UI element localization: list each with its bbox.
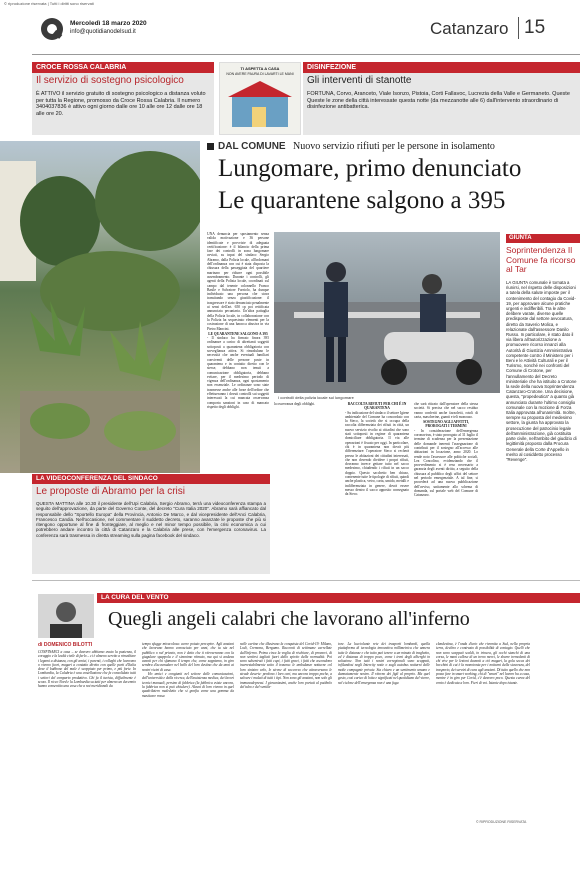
opinion-rule xyxy=(32,580,580,581)
police-photo xyxy=(274,232,500,393)
garden-photo-illustration xyxy=(0,141,200,473)
opinion-column-2 xyxy=(142,642,234,818)
kicker-square-icon xyxy=(207,143,214,150)
subhead-quarantene: LE QUARANTENE SALGONO A 395 xyxy=(208,331,268,336)
article-col1b-text: - Il sindaco ha firmato finora 395 ordinanze a carico di altrettanti soggetti sottoposti a quarantena obbligatoria con sorveglianza attiva. Si rimodulano le necessità che anche eventuali familiari conviventi delle persone poste in quarantena e in contatto diretto con le stesse, debbano non tenuti a comunicazione obbligatoria, debbano evitare, per il medesimo periodo di vigenza dell'ordinanza, ogni spostamento non essenziale. Le ordinanze sono state trasmesse anche alle forze dell'ordine che effettueranno i dovuti controlli sui soggetti interessati la cui mancata osservanza comporta sanzioni in caso di mancato rispetto degli obblighi. xyxy=(207,336,269,409)
croce-rossa-box xyxy=(32,62,214,135)
article-col1-text: UNA denuncia per spostamento senza valida motivazione e 36 persone identificate e provviste di adeguata certificazione: è il bilancio della prima fase dei controlli in zona lungomare avviati, su input del sindaco Sergio Abramo, dalla Polizia locale, all'indomani dell'ordinanza con cui è stata disposta la chiusura della passeggiata del quartiere marinaro per ridurre ogni possibile assembramento. Durante i controlli, gli agenti della Polizia locale, coordinati sul campo dal tenente colonnello Franco Basile e Salvatore Furriolo, ha dunque individuato una persona che stava transitando senza giustificazione: il trasgressore è stato denunciato penalmente ai sensi dell'art. 650 cp poi rettificata annunciata pecuniaria. Un'altra pattuglia della Polizia locale, in collaborazione con la Polizia ha sequestrato elementi per la costruzione di una baracca abusiva in via Pietro Mancini. xyxy=(207,232,269,331)
disinfezione-label: DISINFEZIONE xyxy=(303,62,580,73)
videoconferenza-label: LA VIDEOCONFERENZA DEL SINDACO xyxy=(32,474,270,484)
main-headline-1: Lungomare, primo denunciato xyxy=(218,155,522,182)
ad-illustration-icon xyxy=(228,81,292,131)
subhead-affitti: SOSTEGNO AGLI AFFITTI, PROROGATI I TERMINI xyxy=(423,420,469,429)
videoconferenza-body: QUESTA MATTINA alle 10.30 il presidente dell'Upi Calabria, Sergio Abramo, terrà una videoconferenza stampa a seguito dell'approvazione, da parte del Governo Conte, del decreto "Cura Italia 2020". Abramo sarà affiancato dal responsabile dello "Sportello Europa" della Provincia, Antonio De Marco, e dal vicepresidente dell'Anci Calabria, Francesco Candia. Nell'occasione, nel commentare il suddetto decreto, saranno avanzate le proposte che più si ritengono opportune al fine di fronteggiare, al meglio e nel minor tempo possibile, la crisi economica a cui potrebbero andare incontro la città di Catanzaro e la Calabria alle prese, con l'emergenza coronavirus. La conferenza sarà trasmessa in diretta streaming sulla pagina facebook del sindaco. xyxy=(36,501,266,538)
section-name: Catanzaro xyxy=(430,19,509,38)
newspaper-logo-icon xyxy=(40,17,65,42)
garden-photo xyxy=(0,141,200,473)
opinion-col2b-text: Ho amici e congiunti nel settore delle comunicazioni, dell'università e della ricerca, dell'assistenza medica, dei lavori tecnici manuali, persino di fabbrica (la fabbrica esiste ancora, la fabbrica non si può chiudere). Alcuni di loro vivono in quel quadrilatero maledetto che si gonfia come una gomma da masticare rossa xyxy=(142,672,234,698)
kicker-subtitle: Nuovo servizio rifiuti per le persone in isolamento xyxy=(293,141,495,152)
reproduction-notice: © riproduzione riservata | Tutti i diritti sono riservati xyxy=(4,1,94,6)
opinion-headline: Quegli angeli calabri che lavorano all'inferno xyxy=(108,608,470,630)
kicker: DAL COMUNE xyxy=(218,141,286,152)
croce-rossa-label: CROCE ROSSA CALABRIA xyxy=(32,62,214,73)
disinfezione-box xyxy=(303,62,580,135)
article-column-2a xyxy=(274,402,344,474)
giunta-body: LA GIUNTA comunale è tornata a riunirsi, nel rispetto delle disposizioni a tutela della salute imposte per il contenimento del contagio da Covid-19, per approvare alcune pratiche urgenti e indifferibili. Tra le altre delibere varate, diverse quelle predisposte dal settore avvocatura, diretto da Saverio Molica, e relazionate dall'assessore Danilo Russo. In particolare, è stato dato il via libera all'autorizzazione a promuovere ricorso innanzi alla Autorità di Giustizia Amministrativa competente contro il Ministero per i Beni e le Attività Culturali e per il Turismo, nonché nei confronti del Comune di Crotone, per l'annullamento del Decreto ministeriale che ha istituito a Crotone la sede della nuova Soprintendenza Catanzaro-Crotone. Una decisione, questa, "propedeutica" a quanto già annunciato durante l'ultimo consiglio comunale con la mozione di Forza Italia approvata all'unanimità. Inoltre, sempre su proposta del medesimo settore, la giunta ha approvato la prosecuzione del patrocinio legale dell'amministrazione, già costituita parte civile, nell'ambito del giudizio di legittimità proposto dalla Procura Generale della Corte d'Appello in merito al cosiddetto processo "Revenge". xyxy=(506,280,577,462)
ad-line2: NON AVERE PAURA DI LAVARTI LE MANI xyxy=(226,72,294,76)
opinion-byline: di DOMENICO BILOTTI xyxy=(38,642,93,648)
croce-rossa-title: Il servizio di sostegno psicologico xyxy=(36,75,184,86)
opinion-copyright: © RIPRODUZIONE RISERVATA xyxy=(476,820,527,824)
masthead-divider xyxy=(518,17,519,39)
subhead-raccolta: RACCOLTA RIFIUTI PER CHI È IN QUARANTENA xyxy=(347,402,407,411)
page-number: 15 xyxy=(524,17,546,38)
opinion-column-5 xyxy=(436,642,530,818)
disinfezione-title: Gli interventi di stanotte xyxy=(307,75,412,86)
article-col2-text: - Su indicazione del sindaco il settore Igiene ambientale del Comune ha concordato con la Sieco, la società che si occupa della raccolta differenziata dei rifiuti in città, un nuovo servizio rivolto ai cittadini che sono stati sottoposti in regime di quarantena domiciliare obbligatoria. Il via alle operazioni è fissato per oggi. In particolare, chi è in quarantena non dovrà più differenziare: l'operatore Sieco si recherà presso le abitazioni dei cittadini interessati, che non dovendo dividere i propri rifiuti, dovranno invece gettare tutto nel sacco medesimo, chiudendo i rifiuti in un sacco doppio. Questo sacchetto ben chiuso, contenente tutte le tipologie di rifiuti, quindi anche plastica, vetro, carta, umido, metalli e indifferenziata in genere, dovrà essere messo dentro il sacco apposito consegnato da Sieco. xyxy=(345,410,409,497)
article-col3b-text: - In considerazione dell'emergenza coronavirus, è stato prorogato al 31 luglio il termine di scadenza per la presentazione delle domande inerenti l'assegnazione di contributi per il sostegno all'accesso alle abitazioni in locazione, anno 2020. Lo rende noto l'assessore alle politiche sociali, Lea Concolino, evidenziando che il provvedimento si è reso necessario a garanzia degli aventi diritto, a seguito della chiusura al pubblico degli uffici del settore nel periodo emergenziale. A tal fine, si procederà ad una nuova pubblicazione dell'avviso, unitamente allo schema di domanda, sul portale web del Comune di Catanzaro. xyxy=(414,428,478,498)
opinion-col5-text: clandestina, è l'onda d'urto che rivomita a Sud, nella propria terra, declino e contrasto di possibilità di contagio. Quelli che non sono scappati scaldi, in trincea, gli occhi stanchi di una corsa, le mani callose di un treno merci, le sbarre tremolanti di chi vive per le lezioni davanti a ciò magari, la gola secca dei becchini di cui è la monotonia per i notturni della sicurezza, del trasporto, dei servizi di cura agli anziani. Di tutto quello che non posso fare in smart working, chi di "smart" nel lavoro ha a casa, mentre è in giro per Covid, c'è davvero poco. Questa curva del vento è dedicata a loro. Fieri di voi. Istante dopo istante. xyxy=(436,642,530,685)
opinion-col2-text: tempo sfugge miracolosa: avere potuto percepire. Agli anziani che lavorano hanno conosciuto per anni, che tu sia nel pubblico o nel privato, non è detto che ti ritroveranno con la giugulare spappola e il sinonimo ritmato, ma qui si andava avanti per chi sfamano il tempo che, come sappiamo, in giro sembra d'accumulare nel bello del loro destino che da anni ai nostri vicini di casa. xyxy=(142,642,234,672)
main-headline-2: Le quarantene salgono a 395 xyxy=(218,187,506,214)
opinion-col4-text: tore. La lucciolante rete dei trasporti lombardi, quella piattaforma di tecnologia innovativa millimetrica che annera tutte le distanze e che tutto può tenere a un minuto di traghetto, ed è distanza di troppo poco, come i treni degli alberghi in soluzione. Non tutti i nostri corregionali sono scappati, infilandosi negli Intercity notte o sugli autobus notturni delle molte compagnie private. Sta chiaro e un sentimento umano e dannatamente nostro. Il ritorno dei figli al proprio. Ma quel gesto, così carico di lotta e significati nel quotidiano del vivere, nel ciclone dell'emergenza non è una fuga xyxy=(338,642,430,685)
opinion-column-4 xyxy=(338,642,430,818)
videoconferenza-box xyxy=(32,474,270,574)
issue-date: Mercoledì 18 marzo 2020 xyxy=(70,20,147,27)
opinion-column-1 xyxy=(38,650,136,818)
opinion-column-3 xyxy=(240,642,332,818)
giunta-title: Soprintendenza Il Comune fa ricorso al Tar xyxy=(506,245,576,274)
giunta-label: GIUNTA xyxy=(506,234,580,243)
masthead xyxy=(40,17,580,55)
videoconferenza-title: Le proposte di Abramo per la crisi xyxy=(36,486,185,497)
giunta-sidebar xyxy=(506,234,580,574)
opinion-col1-text: CONFINARCI a casa – se davvero abbiamo avuto la pazienza, il coraggio e la lealtà civile di farlo – ci è almeno servito a rimeditare i legami a distanza, con gli amici, i parenti, i colleghi che lavorano o vivono fuori, magari a contatto diretto con quelle parti d'Italia dove il bubbone del male è scoppiato per primo, e più forte. In Lombardia, la Calabria è una costellazione che fa consolidato tutti i settori del comparto produttivo. Chi fa il turista, difficilmente è scoso. Il ricco Nord e la Lombardia su tutti per almeno un decennio hanno consentito una cosa che a noi meridionali da xyxy=(38,650,136,689)
advertisement xyxy=(219,62,301,135)
newspaper-email: info@quotidianodelsud.it xyxy=(70,29,136,35)
author-portrait-icon xyxy=(38,594,94,638)
disinfezione-body: FORTUNA, Corvo, Aranceto, Viale Isonzo, Pistoia, Corti Fallavoc, Lucrezia della Valle e Germaneto. Queste Queste le zone della città interessate questa notte (da mezzanotte alle 6) dall'intervento straordinario di disinfezione antibatterica. xyxy=(307,91,570,110)
ad-line1: TI ASPETTA A CASA xyxy=(240,66,280,71)
police-photo-illustration xyxy=(274,232,500,393)
article-column-1 xyxy=(207,232,269,472)
article-column-2 xyxy=(345,402,409,572)
opinion-label: LA CURA DEL VENTO xyxy=(97,593,580,603)
opinion-col3-text: nelle cartine che illustrano la conquista del Covid-19: Milano, Lodi, Cremona, Bergamo. Racconti di settimane carrellate dall'inferno. Prima circa la voglia di rischiare, di provarci, di non sentirsi tagliati fuori dallo spirito della normalità. Poi sono subentrati i fatti cupi, i fatti gravi, i fatti che ascondono inarrestabilmente sotto il trauma: le ambulanze notturne col loro sinistro urlo, le sirene di soccorso che attraversano le strade deserte: perdono i loro cari, ma ancora troppo poche, a salvare i malati di tutti i tipi. Non sono gli anziani, non solo gli immunodepressi. I giovanissimi, anche loro portati al patibolo del tubo e del ventila- xyxy=(240,642,332,689)
photo-caption: I controlli della polizia locale sul lungomare xyxy=(278,395,354,400)
article-col2-caption: la osservanza degli obblighi. xyxy=(274,402,316,406)
masthead-rule xyxy=(32,54,580,55)
article-column-3 xyxy=(414,402,478,572)
article-col3-text: che sarà ritirato dall'operatore della stessa società. Si precisa che nel sacco residuo vanno conferiti anche fazzoletti, rotoli di carta, mascherine, guanti e teli monouso. xyxy=(414,402,478,419)
croce-rossa-body: È ATTIVO il servizio gratuito di sostegno psicologico a distanza voluto per tutta la Regione, promosso da Croce Rossa Calabria. Il numero 3404037836 è attivo ogni giorno dalle ore 10 alle ore 12 dalle ore 18 alle ore 20. xyxy=(36,91,206,117)
author-photo xyxy=(38,594,94,638)
